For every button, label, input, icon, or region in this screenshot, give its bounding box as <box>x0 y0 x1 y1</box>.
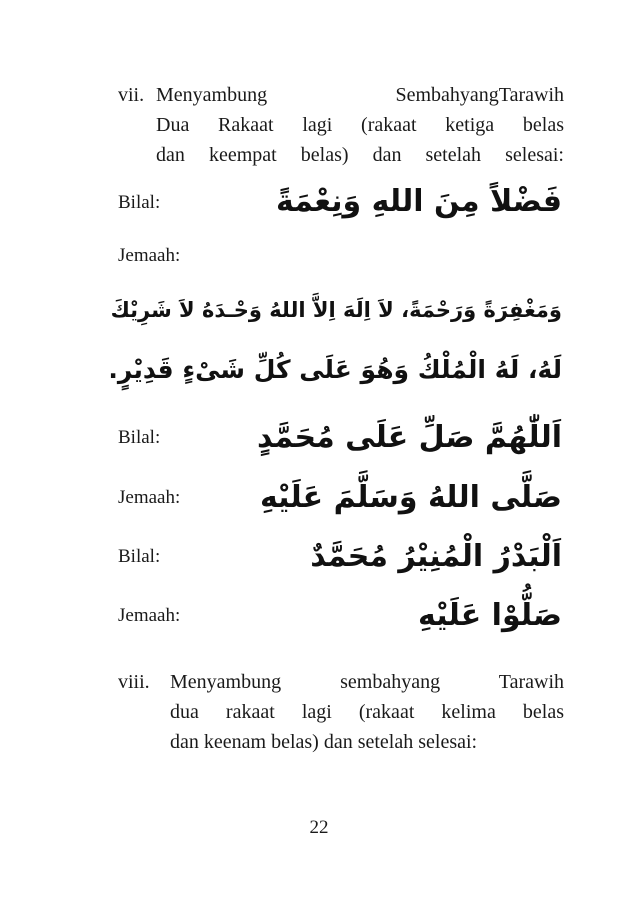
speaker-label-jemaah: Jemaah: <box>118 487 181 508</box>
speaker-label-jemaah: Jemaah: <box>118 605 181 626</box>
speaker-label-bilal: Bilal: <box>118 546 161 567</box>
speaker-label-bilal: Bilal: <box>118 192 161 213</box>
speaker-label-bilal: Bilal: <box>118 427 161 448</box>
arabic-response: صَلَّى اللهُ وَسَلَّمَ عَلَيْهِ <box>259 480 562 515</box>
page-number: 22 <box>309 817 329 838</box>
arabic-response: صَلُّوْا عَلَيْهِ <box>418 598 562 633</box>
instruction-viii <box>118 667 564 757</box>
item-number: viii. <box>118 671 150 693</box>
instruction-line: Menyambung sembahyang Tarawih <box>170 671 564 693</box>
instruction-line: dan keenam belas) dan setelah selesai: <box>170 731 478 753</box>
arabic-response: فَضْلاً مِنَ اللهِ وَنِعْمَةً <box>275 184 562 219</box>
instruction-line: dua rakaat lagi (rakaat kelima belas <box>170 701 564 723</box>
arabic-response: لَهُ، لَهُ الْمُلْكُ وَهُوَ عَلَى كُلِّ شَىْءٍ قَدِيْرٍ. <box>108 355 562 384</box>
instruction-line: Menyambung SembahyangTarawih <box>156 84 564 106</box>
instruction-vii <box>118 80 564 170</box>
item-number: vii. <box>118 84 145 106</box>
arabic-response: اَلْبَدْرُ الْمُنِيْرُ مُحَمَّدٌ <box>310 539 562 574</box>
instruction-line: Dua Rakaat lagi (rakaat ketiga belas <box>156 114 564 136</box>
instruction-line: dan keempat belas) dan setelah selesai: <box>156 144 564 166</box>
speaker-label-jemaah: Jemaah: <box>118 245 181 266</box>
arabic-response: وَمَغْفِرَةً وَرَحْمَةً، لاَ اِلَهَ اِلاَّ اللهُ وَحْـدَهُ لاَ شَرِيْكَ <box>110 298 562 322</box>
arabic-response: اَللّٰهُمَّ صَلِّ عَلَى مُحَمَّدٍ <box>257 420 562 455</box>
